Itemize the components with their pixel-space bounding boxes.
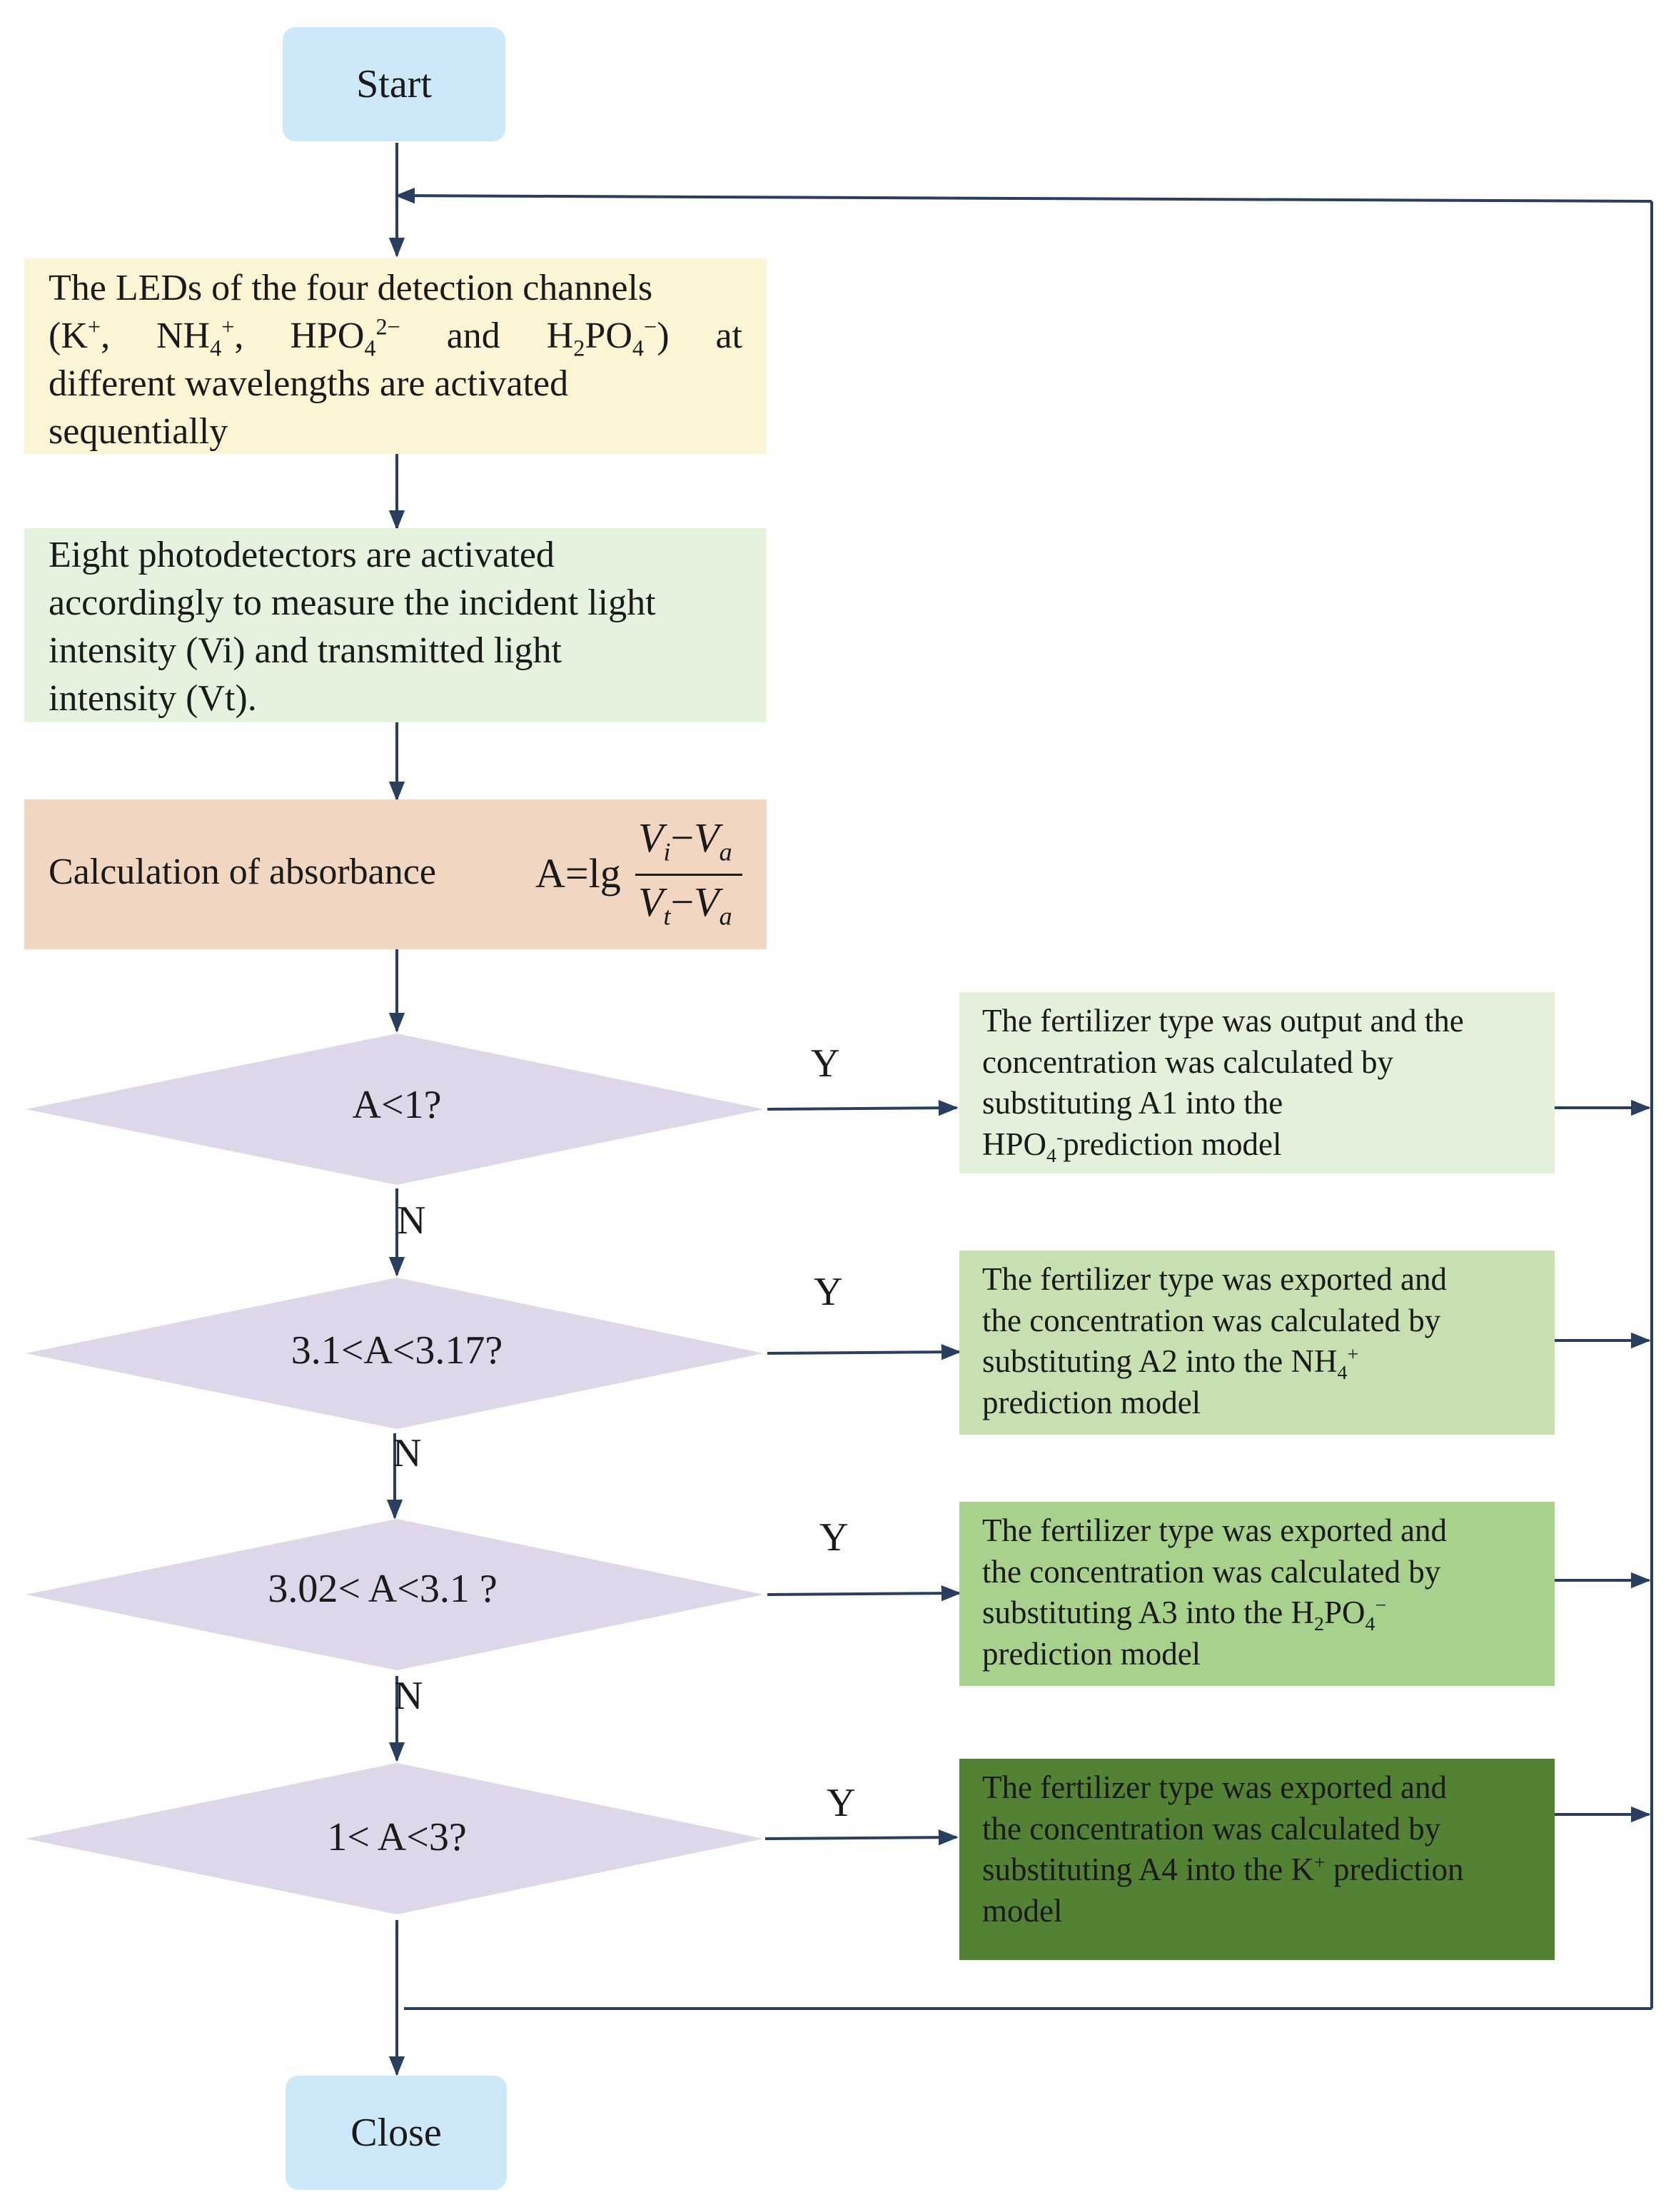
output-1-line-2: concentration was calculated by [982,1044,1393,1080]
ion-h2po4: $H_2PO_4^-$) [546,313,670,361]
no-label-2: N [393,1431,422,1475]
photodetector-line-3: intensity (Vi) and transmitted light [49,630,562,671]
ion-nh4: $NH_4^+$, [156,313,244,361]
photodetector-line-2: accordingly to measure the incident light [49,582,656,623]
decision-1-condition: A<1? [352,1083,442,1127]
output-2-line-2: the concentration was calculated by [982,1302,1441,1338]
output-k-result [959,1759,1555,1960]
output-h2po4-result [959,1502,1555,1686]
output-4-line-3: substituting A4 into the K+ prediction [982,1852,1464,1887]
yes-label-4: Y [827,1781,856,1825]
output-3-line-4: prediction model [982,1635,1201,1672]
photodetector-line-4: intensity (Vt). [49,678,257,719]
output-4-line-4: model [982,1892,1063,1929]
photodetector-step [24,528,767,722]
output-1-line-4: $HPO_4^-prediction$ model [982,1126,1282,1167]
output-nh4-result [959,1251,1555,1435]
leds-line-2 [49,312,742,360]
leds-line-4: sequentially [49,411,228,452]
leds-activation-step [24,258,767,454]
decision-2-condition: 3.1<A<3.17? [291,1328,503,1373]
arrow-yes-3 [767,1593,959,1595]
leds-line-1: The LEDs of the four detection channels [49,268,653,308]
decision-3-condition: 3.02< A<3.1 ? [268,1567,498,1611]
ion-k: (K+, [49,313,111,356]
close-terminal [286,2076,507,2190]
output-4-line-1: The fertilizer type was exported and [982,1769,1447,1805]
output-4-line-2: the concentration was calculated by [982,1810,1441,1847]
yes-label-2: Y [814,1270,843,1314]
loop-top-return [397,196,1652,201]
output-2-line-4: prediction model [982,1384,1201,1420]
arrow-yes-1 [767,1108,956,1109]
close-label: Close [350,2111,442,2155]
no-label-3: N [394,1674,423,1718]
output-hpo4-result [959,992,1555,1173]
formula-lhs: A=lg [535,850,621,897]
arrow-yes-2 [767,1352,959,1353]
output-3-line-2: the concentration was calculated by [982,1553,1441,1590]
arrow-yes-4 [765,1837,956,1839]
output-3-line-3: substituting A3 into the $H_2PO_4^-$ [982,1595,1387,1635]
formula-denominator: $V_t-V_a$ [638,879,732,931]
yes-label-3: Y [819,1515,849,1560]
photodetector-line-1: Eight photodetectors are activated [49,535,555,575]
start-terminal [283,27,505,141]
output-1-line-1: The fertilizer type was output and the [982,1003,1464,1039]
output-1-line-3: substituting A1 into the [982,1085,1283,1121]
and-word: and [446,315,500,356]
absorbance-step [24,799,767,949]
output-2-line-1: The fertilizer type was exported and [982,1261,1447,1297]
at-word: at [715,315,742,356]
absorbance-label: Calculation of absorbance [49,852,436,892]
formula-numerator: $V_i-V_a$ [638,814,732,867]
leds-line-3: different wavelengths are activated [49,363,569,404]
output-3-line-1: The fertilizer type was exported and [982,1512,1447,1548]
ion-hpo4: $HPO_4^{2-}$ [290,313,400,361]
no-label-1: N [397,1198,426,1243]
output-2-line-3: substituting A2 into the $NH_4^+$ [982,1343,1359,1384]
absorbance-formula [510,799,752,949]
fraction-bar [635,874,742,876]
yes-label-1: Y [811,1041,840,1086]
start-label: Start [356,62,432,106]
decision-4-condition: 1< A<3? [327,1815,467,1859]
